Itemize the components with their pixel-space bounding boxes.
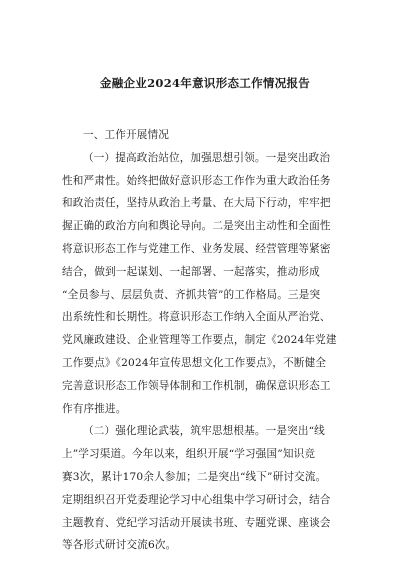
paragraph-line: 性和严肃性。始终把做好意识形态工作作为重大政治任务 bbox=[62, 174, 331, 187]
document-title: 金融企业2024年意识形态工作情况报告 bbox=[99, 76, 311, 90]
paragraph-line: 和政治责任，坚持从政治上考量、在大局下行动，牢牢把 bbox=[62, 197, 331, 210]
document-body bbox=[62, 124, 352, 557]
paragraph-line: 工作要点》《2024年宣传思想文化工作要点》，不断健全 bbox=[62, 356, 327, 369]
paragraph-line: 党风廉政建设、企业管理等工作要点，制定《2024年党建 bbox=[62, 334, 337, 347]
paragraph-line: 定期组织召开党委理论学习中心组集中学习研讨会，结合 bbox=[62, 493, 331, 506]
paragraph-line: “全员参与、层层负责、齐抓共管”的工作格局。三是突 bbox=[62, 288, 321, 301]
paragraph-line: 作有序推进。 bbox=[62, 402, 127, 415]
paragraph-line: 出系统性和长期性。将意识形态工作纳入全面从严治党、 bbox=[62, 311, 331, 324]
paragraph-line: 上”学习渠道。今年以来，组织开展“学习强国”知识竞 bbox=[62, 448, 316, 461]
paragraph-line: 等各形式研讨交流6次。 bbox=[62, 539, 177, 552]
section-heading: 一、工作开展情况 bbox=[83, 129, 169, 141]
paragraph-line: 赛3次，累计170余人参加；二是突出“线下”研讨交流。 bbox=[62, 470, 327, 483]
paragraph-line: 握正确的政治方向和舆论导向。二是突出主动性和全面性 bbox=[62, 220, 331, 233]
paragraph-line: 主题教育、党纪学习活动开展读书班、专题党课、座谈会 bbox=[62, 516, 331, 529]
paragraph-line: （一）提高政治站位，加强思想引领。一是突出政治 bbox=[83, 151, 331, 164]
paragraph-line: （二）强化理论武装，筑牢思想根基。一是突出“线 bbox=[83, 425, 325, 438]
paragraph-line: 完善意识形态工作领导体制和工作机制，确保意识形态工 bbox=[62, 379, 331, 392]
paragraph-line: 结合，做到一起谋划、一起部署、一起落实，推动形成 bbox=[62, 265, 320, 278]
paragraph-line: 将意识形态工作与党建工作、业务发展、经营管理等紧密 bbox=[62, 242, 331, 255]
